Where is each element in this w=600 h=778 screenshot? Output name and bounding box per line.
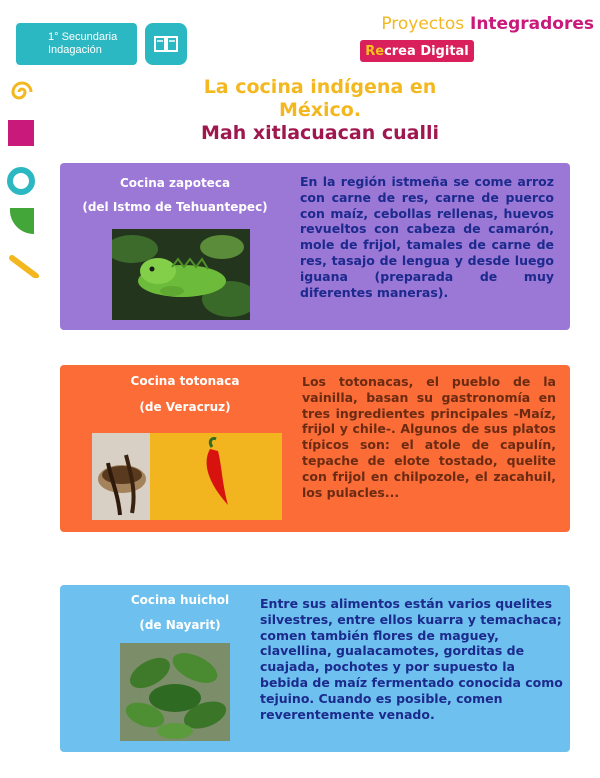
brand-title	[381, 14, 594, 34]
card-title: Cocina huichol	[130, 593, 230, 607]
recrea-digital-logo	[360, 40, 474, 62]
title-line-2: México.	[278, 99, 362, 121]
spiral-icon	[13, 83, 31, 98]
card-title: Cocina totonaca	[130, 374, 240, 388]
card-zapoteca	[60, 163, 570, 330]
card-description: Entre sus alimentos están varios quelites silvestres, entre ellos kuarra y temachaca; comen también flores de maguey, clavellina, gualacamotes, gorditas de cuajada, pochotes y por supuesto la bebida de maíz fermentado conocida como tejuino. Cuando es posible, comen reverentemente venado.	[260, 596, 563, 722]
quelites-image	[120, 643, 230, 741]
brand-word-2: Integradores	[470, 14, 594, 34]
vanilla-image	[92, 433, 150, 520]
card-description: Los totonacas, el pueblo de la vainilla, basan su gastronomía en tres ingredientes principales -Maíz, frijol y chile-. Algunos de sus platos típicos son: el atole de capulín, tepache de elote tostado, quelite con frijol en chilpozole, el zacahuil, los pulacles...	[302, 374, 556, 500]
card-description: En la región istmeña se come arroz con carne de res, carne de puerco con maíz, cebollas rellenas, huevos revueltos con cabeza de camarón, mole de frijol, tamales de carne de res, tasajo de lengua y desde luego iguana (preparada de muy diferentes maneras).	[300, 174, 554, 300]
page-title	[150, 76, 490, 145]
grade-badge	[16, 23, 137, 65]
card-region: (de Veracruz)	[139, 400, 231, 414]
title-line-3: Mah xitlacuacan cualli	[200, 122, 440, 144]
recrea-crea: crea	[384, 43, 416, 59]
book-button[interactable]	[145, 23, 187, 65]
half-circle-shape	[10, 208, 34, 234]
iguana-image	[112, 229, 250, 320]
title-line-1: La cocina indígena en	[203, 76, 437, 98]
ring-shape	[10, 170, 32, 192]
card-totonaca	[60, 365, 570, 532]
recrea-digital: Digital	[420, 43, 469, 59]
card-region: (del Istmo de Tehuantepec)	[82, 200, 268, 214]
grade-label: 1° Secundaria	[48, 31, 118, 43]
card-region: (de Nayarit)	[139, 618, 221, 632]
recrea-re: Re	[365, 43, 385, 59]
card-title: Cocina zapoteca	[119, 176, 231, 190]
stick-shape	[12, 258, 36, 276]
card-huichol	[60, 585, 570, 752]
book-icon	[153, 34, 179, 54]
brand-word-1: Proyectos	[381, 14, 465, 34]
area-label: Indagación	[48, 44, 102, 56]
square-shape	[8, 120, 34, 146]
decorative-shapes	[6, 78, 40, 278]
chili-image	[150, 433, 282, 520]
